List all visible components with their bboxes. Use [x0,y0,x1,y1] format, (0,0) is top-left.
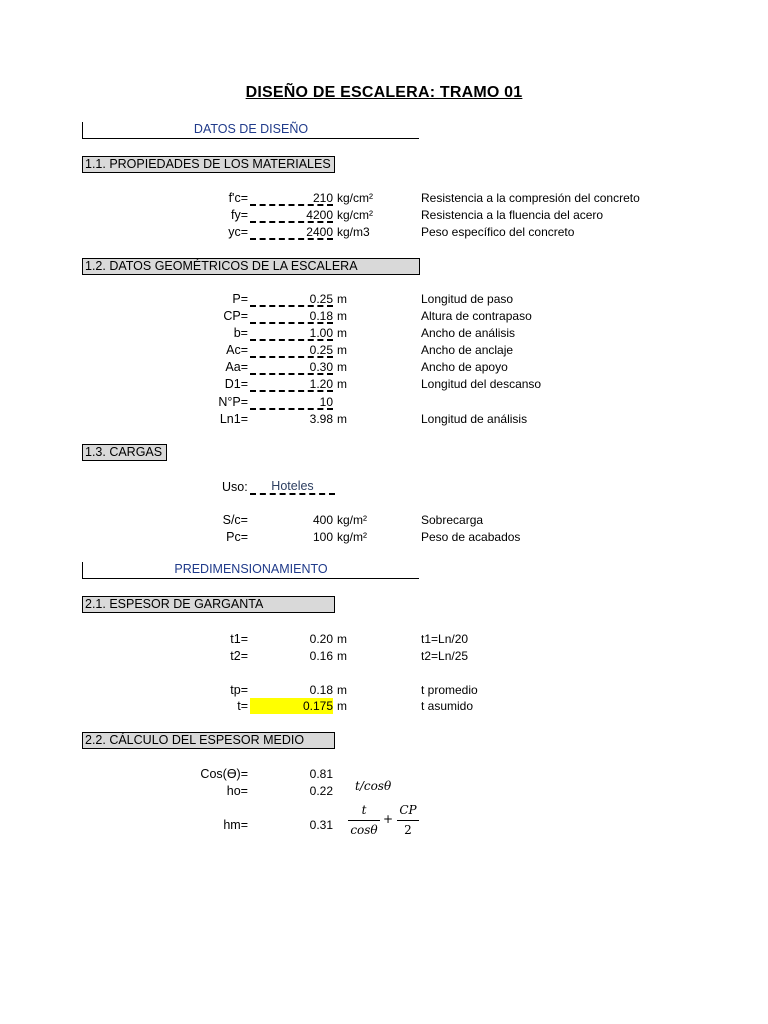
row-label: D1= [224,377,248,391]
row-label: t1= [230,632,248,646]
row-desc: Ancho de análisis [421,326,516,340]
row-label: f'c= [228,191,248,205]
section-geometry: 1.2. DATOS GEOMÉTRICOS DE LA ESCALERA [82,258,420,275]
sc-value: 400 [312,513,333,527]
section-garganta: 2.1. ESPESOR DE GARGANTA [82,596,335,613]
row-desc: t2=Ln/25 [421,649,469,663]
row-desc: t promedio [421,683,478,697]
row-desc: Resistencia a la fluencia del acero [421,208,604,222]
hm-formula-den2: 2 [404,823,412,837]
row-label: hm= [223,818,248,832]
row-desc: Longitud del descanso [421,377,542,391]
row-label: N°P= [218,395,248,409]
row-unit: kg/m² [337,530,367,544]
d1-value[interactable]: 1.20 [250,377,333,392]
row-label: CP= [223,309,248,323]
hm-formula-num2: CP [399,803,417,817]
row-label: ho= [226,784,248,798]
hm-formula-den1: cosθ [350,823,378,837]
uso-select[interactable]: Hoteles [250,479,335,495]
hm-fraction-bar-2 [397,820,419,821]
row-label: t= [237,699,248,713]
row-unit: m [337,649,347,663]
hm-value: 0.31 [309,818,333,832]
row-unit: m [337,292,347,306]
row-label: yc= [228,225,248,239]
row-unit: kg/cm² [337,191,373,205]
row-unit: m [337,699,347,713]
row-unit: m [337,326,347,340]
hm-fraction-bar-1 [348,820,380,821]
datos-banner [82,122,419,139]
row-label: Cos(Ɵ)= [200,767,248,781]
row-unit: m [337,683,347,697]
row-label: P= [232,292,248,306]
fy-value[interactable]: 4200 [250,208,333,223]
row-desc: Altura de contrapaso [421,309,532,323]
cp-value[interactable]: 0.18 [250,309,333,324]
yc-value[interactable]: 2400 [250,225,333,240]
hm-formula-num1: t [361,803,367,817]
row-label: b= [233,326,248,340]
fc-value[interactable]: 210 [250,191,333,206]
t2-value: 0.16 [309,649,333,663]
row-desc: t asumido [421,699,474,713]
ln1-value: 3.98 [309,412,333,426]
section-medio: 2.2. CÁLCULO DEL ESPESOR MEDIO [82,732,335,749]
row-label: Ln1= [219,412,248,426]
section-cargas: 1.3. CARGAS [82,444,167,461]
row-label: Pc= [226,530,248,544]
ho-formula: t/cosθ [355,779,392,793]
pc-value: 100 [312,530,333,544]
row-desc: Resistencia a la compresión del concreto [421,191,640,205]
t1-value: 0.20 [309,632,333,646]
np-value[interactable]: 10 [250,395,333,410]
p-value[interactable]: 0.25 [250,292,333,307]
b-value[interactable]: 1.00 [250,326,333,341]
row-desc: Peso de acabados [421,530,521,544]
predim-banner [82,562,419,579]
row-desc: Sobrecarga [421,513,484,527]
row-label: fy= [230,208,248,222]
page-title: DISEÑO DE ESCALERA: TRAMO 01 [245,84,523,101]
tp-value: 0.18 [309,683,333,697]
row-label: tp= [230,683,248,697]
predim-banner-label: PREDIMENSIONAMIENTO [174,562,328,576]
aa-value[interactable]: 0.30 [250,360,333,375]
section-materials: 1.1. PROPIEDADES DE LOS MATERIALES [82,156,335,173]
row-unit: m [337,343,347,357]
row-unit: m [337,309,347,323]
row-unit: m [337,360,347,374]
hm-formula-plus: + [383,812,394,826]
cos-value: 0.81 [309,767,333,781]
row-unit: m [337,632,347,646]
ho-value: 0.22 [309,784,333,798]
row-unit: kg/m3 [337,225,370,239]
row-desc: Longitud de análisis [421,412,528,426]
uso-label: Uso: [222,480,248,494]
row-desc: t1=Ln/20 [421,632,469,646]
row-unit: kg/cm² [337,208,373,222]
row-desc: Ancho de anclaje [421,343,514,357]
datos-banner-label: DATOS DE DISEÑO [193,122,309,136]
row-label: S/c= [222,513,248,527]
row-label: t2= [230,649,248,663]
t-assumed-value[interactable]: 0.175 [250,698,333,714]
row-unit: kg/m² [337,513,367,527]
row-unit: m [337,412,347,426]
row-desc: Ancho de apoyo [421,360,508,374]
ac-value[interactable]: 0.25 [250,343,333,358]
row-unit: m [337,377,347,391]
row-desc: Peso específico del concreto [421,225,575,239]
row-label: Ac= [226,343,248,357]
row-desc: Longitud de paso [421,292,514,306]
row-label: Aa= [225,360,248,374]
